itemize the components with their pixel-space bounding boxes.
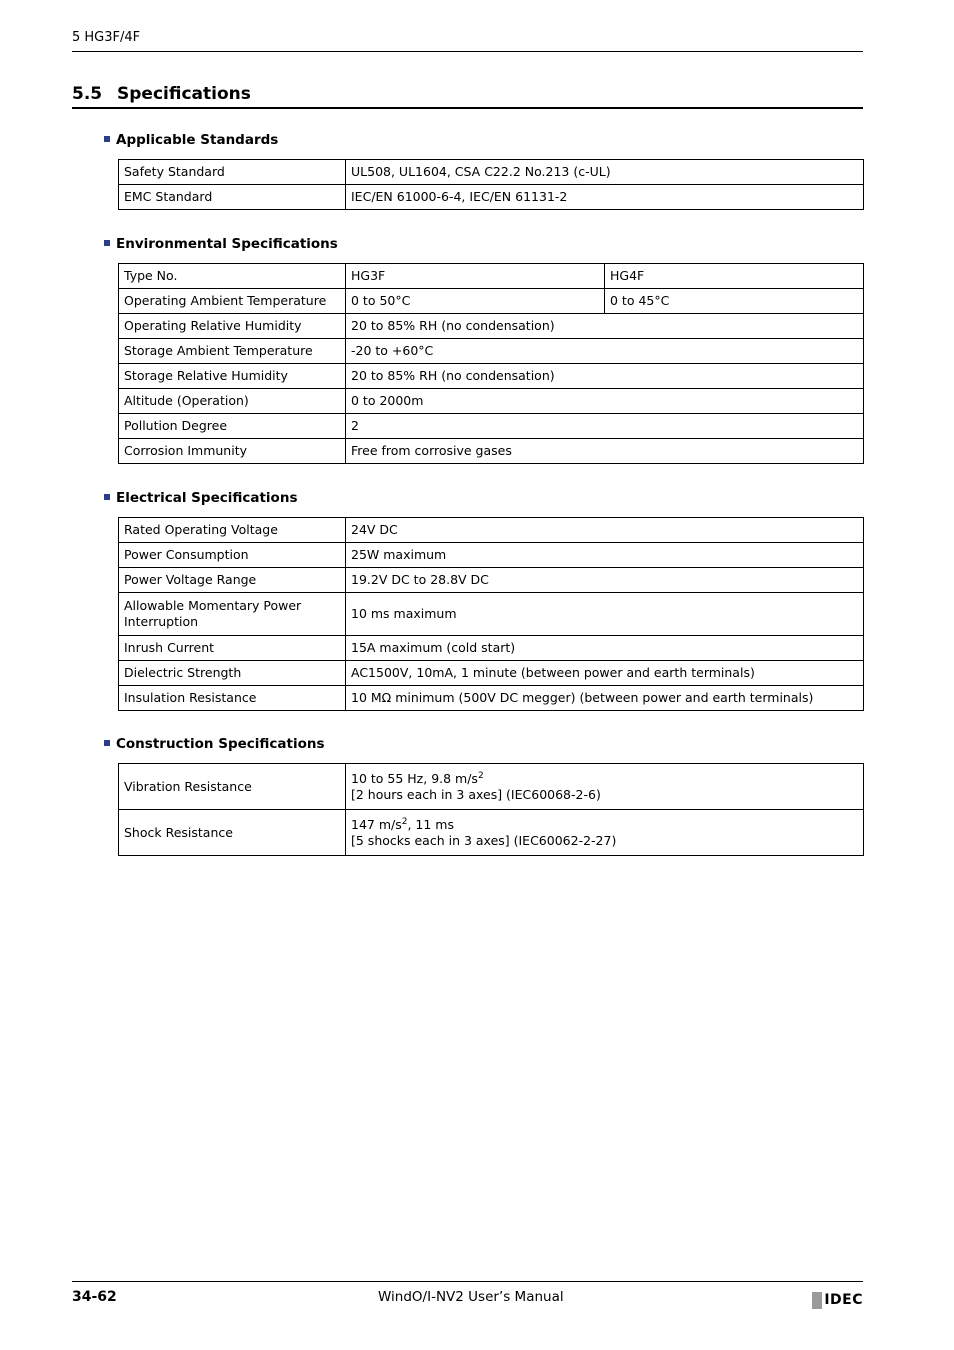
subhead-electrical-specifications	[104, 490, 297, 506]
value-line: [2 hours each in 3 axes] (IEC60068-2-6)	[351, 786, 601, 802]
table-row	[119, 543, 864, 568]
row-label: Corrosion Immunity	[119, 439, 346, 464]
table-row	[119, 686, 864, 711]
row-value: 20 to 85% RH (no condensation)	[346, 364, 864, 389]
table-row	[119, 593, 864, 636]
row-label: Storage Relative Humidity	[119, 364, 346, 389]
row-value-hg3f: 0 to 50°C	[346, 289, 605, 314]
table-row	[119, 661, 864, 686]
environmental-specifications-table	[118, 263, 864, 464]
row-label: Vibration Resistance	[119, 764, 346, 810]
row-value: 15A maximum (cold start)	[346, 636, 864, 661]
row-label: Safety Standard	[119, 160, 346, 185]
row-label	[119, 593, 346, 636]
table-row	[119, 568, 864, 593]
square-bullet-icon	[104, 494, 110, 500]
row-value: IEC/EN 61000-6-4, IEC/EN 61131-2	[346, 185, 864, 210]
subhead-construction-specifications	[104, 736, 325, 752]
table-row	[119, 518, 864, 543]
section-number: 5.5	[72, 84, 103, 104]
row-label: Insulation Resistance	[119, 686, 346, 711]
square-bullet-icon	[104, 136, 110, 142]
row-value: UL508, UL1604, CSA C22.2 No.213 (c-UL)	[346, 160, 864, 185]
row-value: 0 to 2000m	[346, 389, 864, 414]
subhead-text: Applicable Standards	[116, 132, 279, 148]
table-row	[119, 810, 864, 856]
column-hg3f: HG3F	[346, 264, 605, 289]
row-label: Shock Resistance	[119, 810, 346, 856]
table-row	[119, 314, 864, 339]
row-label-line: Interruption	[124, 614, 199, 629]
row-value	[346, 764, 864, 810]
row-value: AC1500V, 10mA, 1 minute (between power and earth terminals)	[346, 661, 864, 686]
value-line: 10 to 55 Hz, 9.8 m/s	[351, 770, 478, 786]
table-row	[119, 364, 864, 389]
row-value: 2	[346, 414, 864, 439]
applicable-standards-table	[118, 159, 864, 210]
construction-specifications-table	[118, 763, 864, 856]
subhead-text: Construction Specifications	[116, 736, 325, 752]
section-title	[72, 84, 863, 109]
table-row	[119, 185, 864, 210]
square-bullet-icon	[104, 740, 110, 746]
subhead-environmental-specifications	[104, 236, 338, 252]
table-row	[119, 439, 864, 464]
row-value	[346, 810, 864, 856]
row-label: EMC Standard	[119, 185, 346, 210]
row-value: 20 to 85% RH (no condensation)	[346, 314, 864, 339]
superscript: 2	[477, 770, 484, 781]
table-row	[119, 414, 864, 439]
square-bullet-icon	[104, 240, 110, 246]
table-row	[119, 764, 864, 810]
row-value: 24V DC	[346, 518, 864, 543]
table-row	[119, 389, 864, 414]
row-label: Inrush Current	[119, 636, 346, 661]
row-label: Dielectric Strength	[119, 661, 346, 686]
manual-title: WindO/I-NV2 User’s Manual	[378, 1289, 564, 1305]
value-line: 147 m/s	[351, 816, 402, 832]
row-value: -20 to +60°C	[346, 339, 864, 364]
row-value: Free from corrosive gases	[346, 439, 864, 464]
idec-logo	[812, 1291, 863, 1309]
row-label: Pollution Degree	[119, 414, 346, 439]
row-value: 10 ms maximum	[346, 593, 864, 636]
table-row	[119, 289, 864, 314]
page-number: 34-62	[72, 1289, 117, 1305]
subhead-applicable-standards	[104, 132, 278, 148]
logo-text: IDEC	[824, 1292, 863, 1308]
row-label-line: Allowable Momentary Power	[124, 598, 302, 613]
row-label: Operating Ambient Temperature	[119, 289, 346, 314]
row-value: 25W maximum	[346, 543, 864, 568]
table-row	[119, 636, 864, 661]
section-title-text: Specifications	[117, 84, 251, 104]
row-label: Storage Ambient Temperature	[119, 339, 346, 364]
running-header	[72, 30, 863, 52]
row-label: Type No.	[119, 264, 346, 289]
row-label: Operating Relative Humidity	[119, 314, 346, 339]
value-line: [5 shocks each in 3 axes] (IEC60062-2-27)	[351, 832, 617, 848]
row-value-hg4f: 0 to 45°C	[605, 289, 864, 314]
table-row	[119, 339, 864, 364]
subhead-text: Environmental Specifications	[116, 236, 338, 252]
row-label: Rated Operating Voltage	[119, 518, 346, 543]
row-value: 19.2V DC to 28.8V DC	[346, 568, 864, 593]
subhead-text: Electrical Specifications	[116, 490, 298, 506]
electrical-specifications-table	[118, 517, 864, 711]
page-footer	[72, 1281, 863, 1312]
value-line-suffix: , 11 ms	[407, 816, 454, 832]
row-value: 10 MΩ minimum (500V DC megger) (between power and earth terminals)	[346, 686, 864, 711]
logo-bar-icon	[812, 1292, 822, 1309]
row-label: Power Voltage Range	[119, 568, 346, 593]
table-row	[119, 264, 864, 289]
superscript: 2	[401, 816, 408, 827]
chapter-label: 5 HG3F/4F	[72, 30, 141, 45]
column-hg4f: HG4F	[605, 264, 864, 289]
table-row	[119, 160, 864, 185]
row-label: Power Consumption	[119, 543, 346, 568]
row-label: Altitude (Operation)	[119, 389, 346, 414]
